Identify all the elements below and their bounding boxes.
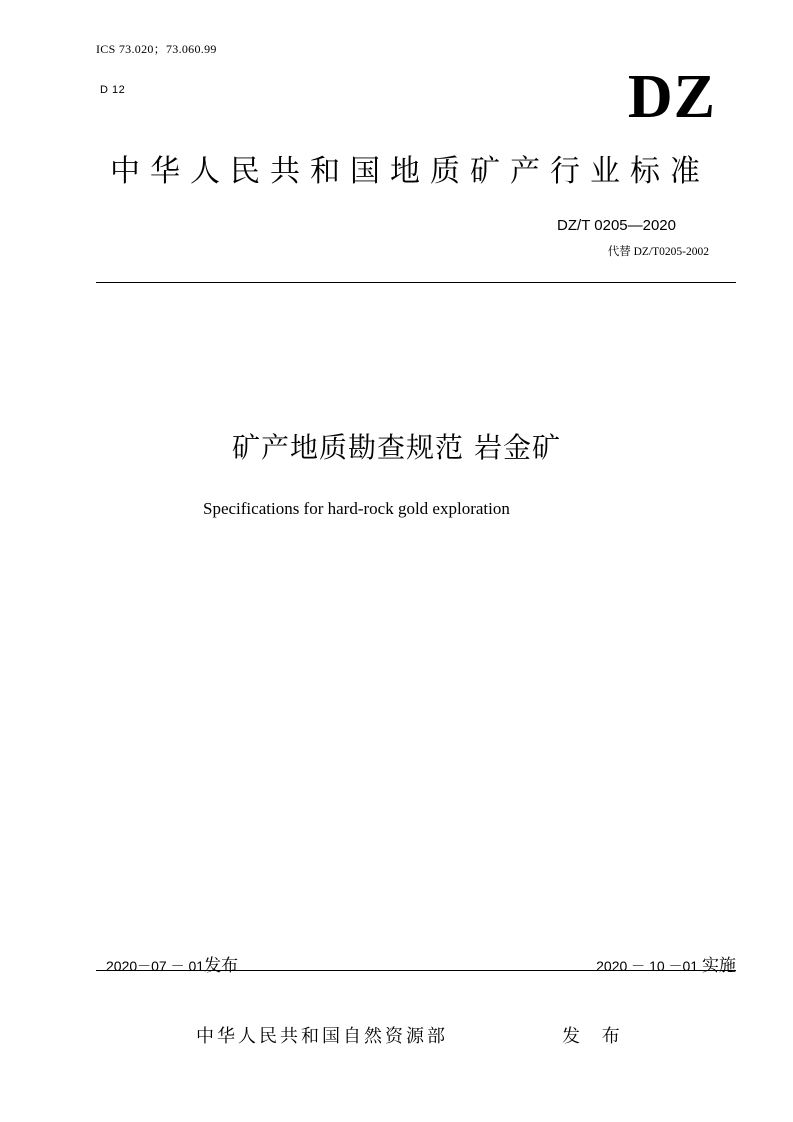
issue-date-label: 发布 [204,956,239,975]
ics-code: ICS 73.020；73.060.99 [96,42,217,56]
issuing-action: 发 布 [562,1026,628,1047]
document-title-chinese: 矿产地质勘查规范 岩金矿 [232,431,561,464]
implementation-date [596,951,736,976]
standard-classification-title: 中华人民共和国地质矿产行业标准 [110,154,710,189]
issue-date [106,951,238,976]
standard-logo: DZ [627,63,716,131]
issuing-authority: 中华人民共和国自然资源部 [196,1026,448,1047]
ccs-code: D 12 [100,84,126,96]
implementation-date-label: 实施 [702,956,736,975]
top-divider [96,282,736,283]
implementation-date-value: 2020 － 10 －01 [596,958,702,974]
bottom-divider [96,970,736,971]
issue-date-value: 2020－07 － 01 [106,958,205,974]
replaces-standard: 代替 DZ/T0205-2002 [607,246,709,258]
standard-number: DZ/T 0205—2020 [557,217,676,234]
document-title-english: Specifications for hard-rock gold exploration [203,499,510,518]
